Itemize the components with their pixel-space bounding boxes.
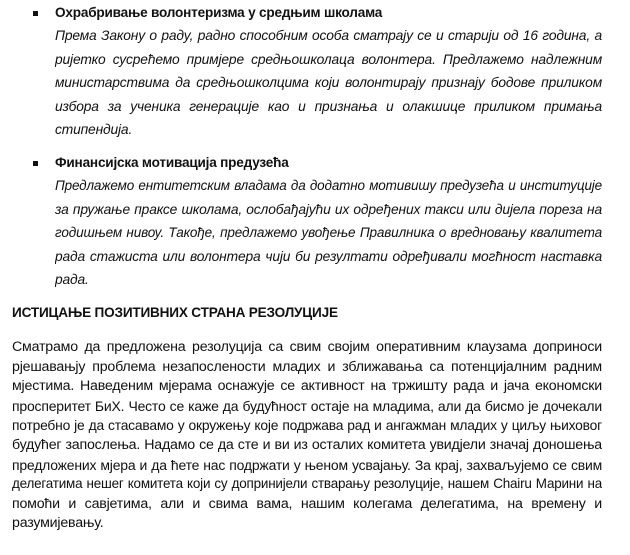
bullet-title: Охрабривање волонтеризма у средњим школама bbox=[55, 5, 383, 20]
bullet-text-line: Предлажемо ентитетским владама да додатно мотивишу предузећа и институције bbox=[55, 178, 602, 193]
bullet-text-line: министарствима да средњошколцима који волонтирају признају бодове приликом bbox=[55, 75, 602, 90]
bullet-title: Финансијска мотивација предузећа bbox=[55, 155, 289, 170]
bullet-text-line: рада стажиста или волонтера чији би резултати одређивали могћност наставка bbox=[55, 249, 602, 264]
paragraph-line: будућег запослења. Надамо се да сте и ви из осталих комитета увидјели значај доношења bbox=[12, 437, 602, 453]
paragraph-line: просперитет БиХ. Често се каже да будућност остаје на младима, али да бисмо је дочекали bbox=[12, 397, 602, 414]
paragraph-line: мјестима. Наведеним мјерама оснажује се активност на тржишту рада и јача економски bbox=[12, 378, 602, 395]
section-heading: ИСТИЦАЊЕ ПОЗИТИВНИХ СТРАНА РЕЗОЛУЦИЈЕ bbox=[12, 305, 338, 320]
bullet-text-line: Према Закону о раду, радно способним особа сматрају се и старији од 16 година, а bbox=[55, 28, 602, 43]
paragraph-line: потребно је да стасавамо у окружењу које подржава рад и ангажман младих у циљу њиховог bbox=[12, 417, 602, 434]
paragraph-line: делегатима нешег комитета који су допринијели стварању резолуције, нашем Chairu Марини на bbox=[12, 476, 602, 492]
bullet-text-line: стипендија. bbox=[55, 122, 133, 137]
bullet-text-line: избора за ученика генерације као и признања и олакшице приликом примања bbox=[55, 99, 602, 114]
bullet-item-financial-motivation bbox=[0, 150, 630, 295]
bullet-text-line: годишњем нивоу. Такође, предлажемо увођење Правилника о вредновању квалитета bbox=[55, 225, 602, 240]
square-bullet-icon bbox=[33, 11, 38, 16]
paragraph-line: помоћи и савјетима, али и свима вама, нашим колегама делегатима, на времену и bbox=[12, 495, 602, 512]
bullet-item-volunteering bbox=[0, 0, 630, 145]
bullet-text-line: за пружање праксе школама, ослобађајући их одређених такси или дијела пореза на bbox=[55, 202, 602, 217]
bullet-text-line: ријетко сусрећемо примјере средњошколаца волонтера. Предлажемо надлежним bbox=[55, 52, 602, 67]
bullet-text-line: рада. bbox=[55, 272, 89, 287]
square-bullet-icon bbox=[33, 161, 38, 166]
paragraph-line: разумијевању. bbox=[12, 515, 104, 532]
paragraph-line: рјешавањју проблема незапослености младих и зближавања са потенцијалним радним bbox=[12, 358, 602, 375]
paragraph-line: предложених мјера и да ћете нас подржати у њеном усвајању. За крај, захваљујемо се свим bbox=[12, 456, 602, 473]
paragraph-line: Сматрамо да предложена резолуција са свим својим оперативним клаузама доприноси bbox=[12, 339, 602, 355]
